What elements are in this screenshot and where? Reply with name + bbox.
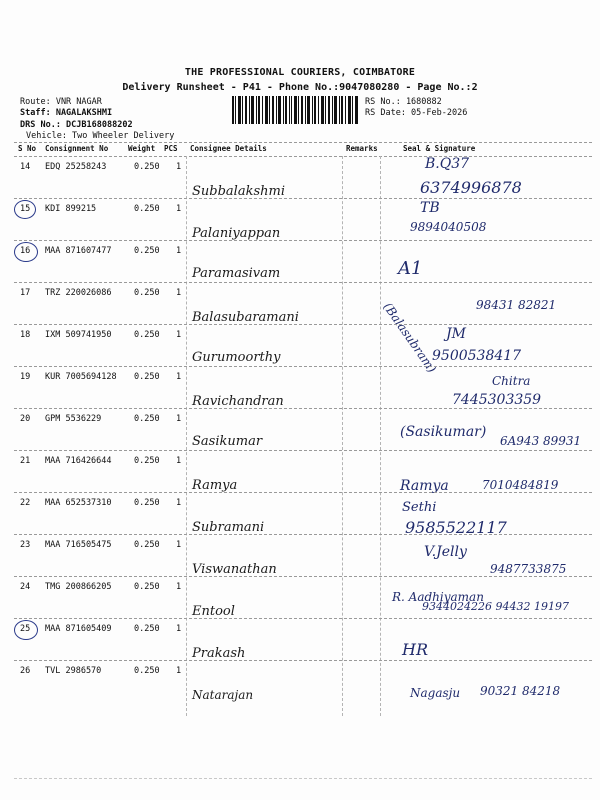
row-divider xyxy=(14,660,592,661)
ink-circle-mark xyxy=(14,200,36,219)
ink-circle-mark xyxy=(14,620,38,640)
row-pcs: 1 xyxy=(176,456,182,466)
row-pcs: 1 xyxy=(176,372,182,382)
table-row xyxy=(0,200,600,242)
handwritten-phone: 6374996878 xyxy=(420,178,522,197)
barcode-graphic xyxy=(232,96,358,124)
row-sno: 21 xyxy=(20,456,31,466)
handwritten-signature: (Balasubram) xyxy=(380,300,440,376)
ink-circle-mark xyxy=(14,242,38,262)
handwritten-signature: R. Aadhiyaman xyxy=(392,590,484,604)
row-pcs: 1 xyxy=(176,540,182,550)
handwritten-phone: 9487733875 xyxy=(490,562,567,576)
row-consignment: TVL 2986570 xyxy=(45,666,102,676)
table-row xyxy=(0,620,600,662)
handwritten-signature: Chitra xyxy=(492,374,531,388)
row-divider xyxy=(14,408,592,409)
row-sno: 14 xyxy=(20,162,31,172)
row-divider xyxy=(14,366,592,367)
handwritten-consignee: Entool xyxy=(192,604,235,619)
handwritten-signature: (Sasikumar) xyxy=(400,424,487,440)
handwritten-phone: 9500538417 xyxy=(432,348,522,364)
col-consignee: Consignee Details xyxy=(190,144,267,153)
handwritten-signature: HR xyxy=(402,640,428,659)
row-sno: 19 xyxy=(20,372,31,382)
handwritten-signature: TB xyxy=(420,200,440,216)
row-weight: 0.250 xyxy=(134,498,160,508)
row-sno: 20 xyxy=(20,414,31,424)
handwritten-consignee: Natarajan xyxy=(192,688,254,702)
col-remarks: Remarks xyxy=(346,144,378,153)
row-sno: 16 xyxy=(20,246,31,256)
row-pcs: 1 xyxy=(176,624,182,634)
row-sno: 15 xyxy=(20,204,31,214)
row-sno: 24 xyxy=(20,582,31,592)
table-row xyxy=(0,578,600,620)
row-consignment: TRZ 220026086 xyxy=(45,288,112,298)
row-divider xyxy=(14,282,592,283)
row-pcs: 1 xyxy=(176,330,182,340)
handwritten-phone: 98431 82821 xyxy=(476,298,557,312)
handwritten-consignee: Ravichandran xyxy=(192,394,284,409)
row-divider xyxy=(14,492,592,493)
row-weight: 0.250 xyxy=(134,204,160,214)
row-pcs: 1 xyxy=(176,414,182,424)
row-pcs: 1 xyxy=(176,582,182,592)
handwritten-phone: 6A943 89931 xyxy=(500,434,582,448)
row-weight: 0.250 xyxy=(134,288,160,298)
handwritten-signature: Ramya xyxy=(400,478,449,494)
handwritten-phone: 7010484819 xyxy=(482,478,559,492)
table-row xyxy=(0,242,600,284)
staff-label: Staff: NAGALAKSHMI xyxy=(20,108,113,118)
handwritten-phone: 9344024226 94432 19197 xyxy=(422,600,569,613)
col-pcs: PCS xyxy=(164,144,178,153)
handwritten-consignee: Ramya xyxy=(192,478,238,493)
handwritten-signature: B.Q37 xyxy=(425,156,470,172)
handwritten-phone: 90321 84218 xyxy=(480,684,561,698)
handwritten-consignee: Gurumoorthy xyxy=(192,350,281,365)
handwritten-signature: Nagasju xyxy=(410,686,461,700)
row-sno: 23 xyxy=(20,540,31,550)
row-divider xyxy=(14,240,592,241)
row-weight: 0.250 xyxy=(134,666,160,676)
row-consignment: MAA 716426644 xyxy=(45,456,112,466)
row-pcs: 1 xyxy=(176,246,182,256)
handwritten-consignee: Prakash xyxy=(192,646,246,661)
vehicle-label: Vehicle: Two Wheeler Delivery xyxy=(26,131,175,141)
drs-number: DRS No.: DCJB168088202 xyxy=(20,120,133,130)
row-weight: 0.250 xyxy=(134,624,160,634)
row-weight: 0.250 xyxy=(134,162,160,172)
row-weight: 0.250 xyxy=(134,330,160,340)
row-sno: 18 xyxy=(20,330,31,340)
row-consignment: MAA 871605409 xyxy=(45,624,112,634)
row-weight: 0.250 xyxy=(134,414,160,424)
handwritten-signature: V.Jelly xyxy=(424,544,467,560)
handwritten-consignee: Palaniyappan xyxy=(192,226,281,241)
row-weight: 0.250 xyxy=(134,540,160,550)
row-pcs: 1 xyxy=(176,162,182,172)
table-row xyxy=(0,494,600,536)
row-consignment: MAA 716505475 xyxy=(45,540,112,550)
handwritten-signature: A1 xyxy=(398,258,423,279)
row-sno: 22 xyxy=(20,498,31,508)
row-consignment: KUR 7005694128 xyxy=(45,372,117,382)
runsheet-subtitle: Delivery Runsheet - P41 - Phone No.:9047080280 - Page No.:2 xyxy=(122,82,478,93)
col-seal-signature: Seal & Signature xyxy=(403,144,476,153)
table-header xyxy=(18,144,590,156)
row-weight: 0.250 xyxy=(134,456,160,466)
row-divider xyxy=(14,450,592,451)
row-weight: 0.250 xyxy=(134,246,160,256)
row-weight: 0.250 xyxy=(134,582,160,592)
col-consignment: Consignment No xyxy=(45,144,109,153)
handwritten-signature: Sethi xyxy=(402,500,437,515)
row-consignment: TMG 200866205 xyxy=(45,582,112,592)
rs-date: RS Date: 05-Feb-2026 xyxy=(365,108,468,118)
row-weight: 0.250 xyxy=(134,372,160,382)
row-divider xyxy=(14,324,592,325)
rs-number: RS No.: 1680882 xyxy=(365,97,442,107)
row-sno: 25 xyxy=(20,624,31,634)
handwritten-consignee: Balasubaramani xyxy=(192,310,299,325)
handwritten-consignee: Sasikumar xyxy=(192,434,263,449)
row-divider xyxy=(14,534,592,535)
handwritten-phone: 9894040508 xyxy=(410,220,487,234)
handwritten-phone: 7445303359 xyxy=(452,392,542,408)
header-bottom-rule xyxy=(14,156,592,157)
row-consignment: EDQ 25258243 xyxy=(45,162,107,172)
handwritten-consignee: Subbalakshmi xyxy=(192,184,285,199)
col-weight: Weight xyxy=(128,144,156,153)
row-pcs: 1 xyxy=(176,498,182,508)
company-title: THE PROFESSIONAL COURIERS, COIMBATORE xyxy=(184,67,416,78)
row-divider xyxy=(14,576,592,577)
handwritten-consignee: Subramani xyxy=(192,520,265,535)
row-divider xyxy=(14,618,592,619)
row-divider xyxy=(14,198,592,199)
row-sno: 17 xyxy=(20,288,31,298)
row-consignment: MAA 871607477 xyxy=(45,246,112,256)
row-consignment: IXM 509741950 xyxy=(45,330,112,340)
row-sno: 26 xyxy=(20,666,31,676)
row-consignment: KDI 899215 xyxy=(45,204,97,214)
col-sno: S No xyxy=(18,144,37,153)
handwritten-phone: 9585522117 xyxy=(405,518,507,537)
row-consignment: GPM 5536229 xyxy=(45,414,102,424)
row-consignment: MAA 652537310 xyxy=(45,498,112,508)
row-pcs: 1 xyxy=(176,288,182,298)
header-top-rule xyxy=(14,142,592,143)
route-label: Route: VNR NAGAR xyxy=(20,97,102,107)
page-bottom-rule xyxy=(14,778,592,779)
row-pcs: 1 xyxy=(176,666,182,676)
handwritten-consignee: Paramasivam xyxy=(192,266,281,281)
row-pcs: 1 xyxy=(176,204,182,214)
handwritten-consignee: Viswanathan xyxy=(192,562,277,577)
handwritten-signature: JM xyxy=(446,326,466,342)
